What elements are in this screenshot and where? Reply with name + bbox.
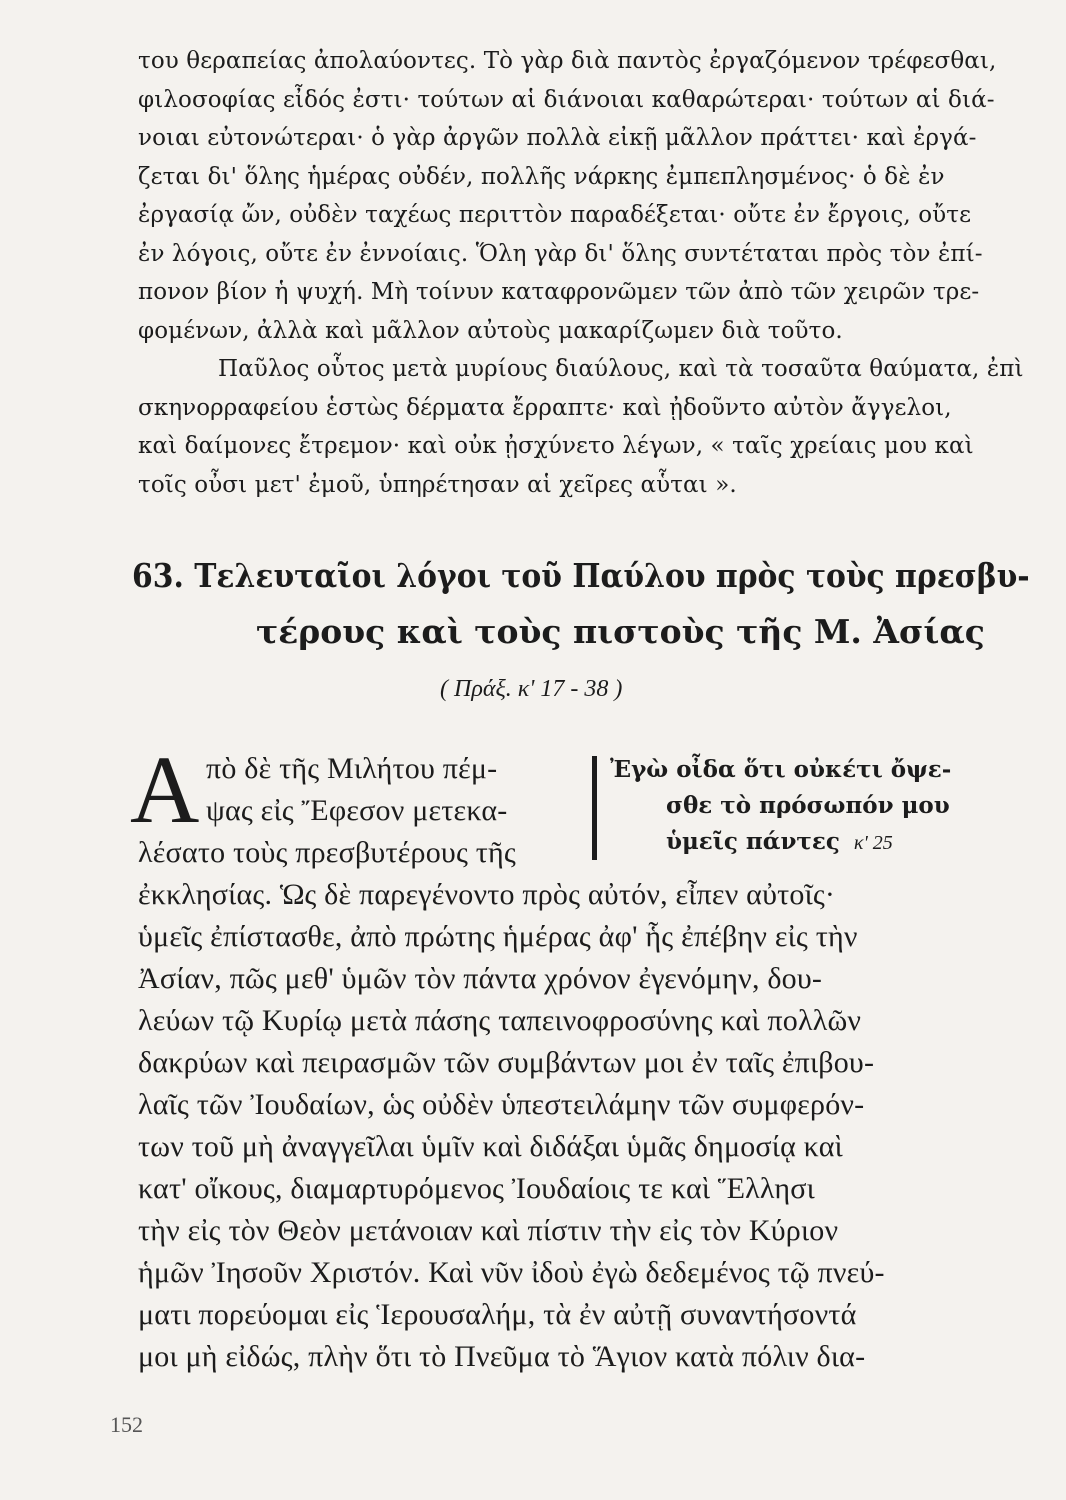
section-heading <box>132 548 1032 660</box>
text-line: ἐκκλησίας. Ὡς δὲ παρεγένοντο πρὸς αὐτόν, εἶπεν αὐτοῖς· <box>138 878 836 911</box>
text-line: ἐργασίᾳ ὤν, οὐδὲν ταχέως περιττὸν παραδέξεται· οὔτε ἐν ἔργοις, οὔτε <box>138 202 972 228</box>
text-line: μοι μὴ εἰδώς, πλὴν ὅτι τὸ Πνεῦμα τὸ Ἅγιον κατὰ πόλιν δια- <box>138 1340 866 1373</box>
page-number: 152 <box>110 1412 143 1437</box>
drop-cap: Α <box>130 736 200 843</box>
text-line: καὶ δαίμονες ἔτρεμον· καὶ οὐκ ᾐσχύνετο λέγων, « ταῖς χρείαις μου καὶ <box>138 433 974 459</box>
text-line: ἡμῶν Ἰησοῦν Χριστόν. Καὶ νῦν ἰδοὺ ἐγὼ δεδεμένος τῷ πνεύ- <box>138 1256 885 1289</box>
text-line: φιλοσοφίας εἶδός ἐστι· τούτων αἱ διάνοιαι καθαρώτεραι· τούτων αἱ διά- <box>138 86 995 113</box>
marginal-note <box>604 752 1024 861</box>
scripture-reference: ( Πράξ. κ' 17 - 38 ) <box>440 676 623 702</box>
text-line: ὑμεῖς ἐπίστασθε, ἀπὸ πρώτης ἡμέρας ἀφ' ἧς ἐπέβην εἰς τὴν <box>138 920 858 953</box>
text-line: του θεραπείας ἀπολαύοντες. Τὸ γὰρ διὰ παντὸς ἐργαζόμενον τρέφεσθαι, <box>138 48 997 74</box>
marginal-rule <box>592 756 597 860</box>
text-line: τὴν εἰς τὸν Θεὸν μετάνοιαν καὶ πίστιν τὴν εἰς τὸν Κύριον <box>138 1214 839 1247</box>
section-heading-line: τέρους καὶ τοὺς πιστοὺς τῆς Μ. Ἀσίας <box>256 612 985 651</box>
text-line: φομένων, ἀλλὰ καὶ μᾶλλον αὐτοὺς μακαρίζωμεν διὰ τοῦτο. <box>138 317 843 344</box>
marginal-note-line: σθε τὸ πρόσωπόν μου <box>666 792 950 819</box>
text-line: πὸ δὲ τῆς Μιλήτου πέμ- <box>206 752 498 785</box>
text-line: κατ' οἴκους, διαμαρτυρόμενος Ἰουδαίοις τε καὶ Ἕλλησι <box>138 1172 815 1205</box>
text-line: λεύων τῷ Κυρίῳ μετὰ πάσης ταπεινοφροσύνης καὶ πολλῶν <box>138 1004 862 1037</box>
text-line: ζεται δι' ὅλης ἡμέρας οὐδέν, πολλῆς νάρκης ἐμπεπλησμένος· ὁ δὲ ἐν <box>138 163 945 190</box>
text-line: ἐν λόγοις, οὔτε ἐν ἐννοίαις. Ὅλη γὰρ δι' ὅλης συντέταται πρὸς τὸν ἐπί- <box>138 240 983 267</box>
text-line: των τοῦ μὴ ἀναγγεῖλαι ὑμῖν καὶ διδάξαι ὑμᾶς δημοσίᾳ καὶ <box>138 1130 843 1163</box>
marginal-note-line: Ἐγὼ οἶδα ὅτι οὐκέτι ὄψε- <box>610 756 952 783</box>
text-line: νοιαι εὐτονώτεραι· ὁ γὰρ ἀργῶν πολλὰ εἰκῇ μᾶλλον πράττει· καὶ ἐργά- <box>138 125 977 151</box>
text-line: ψας εἰς Ἔφεσον μετεκα- <box>206 794 508 827</box>
text-line: σκηνορραφείου ἑστὼς δέρματα ἔρραπτε· καὶ ᾐδοῦντο αὐτὸν ἄγγελοι, <box>138 394 952 421</box>
text-line: λαῖς τῶν Ἰουδαίων, ὡς οὐδὲν ὑπεστειλάμην τῶν συμφερόν- <box>138 1088 865 1121</box>
top-paragraphs <box>138 42 1024 504</box>
text-line: πονον βίον ἡ ψυχή. Μὴ τοίνυν καταφρονῶμεν τῶν ἀπὸ τῶν χειρῶν τρε- <box>138 279 980 305</box>
text-line: Ἀσίαν, πῶς μεθ' ὑμῶν τὸν πάντα χρόνον ἐγενόμην, δου- <box>138 962 823 995</box>
text-line: δακρύων καὶ πειρασμῶν τῶν συμβάντων μοι ἐν ταῖς ἐπιβου- <box>138 1046 875 1079</box>
text-line: τοῖς οὖσι μετ' ἐμοῦ, ὑπηρέτησαν αἱ χεῖρες αὗται ». <box>138 471 737 498</box>
text-line: λέσατο τοὺς πρεσβυτέρους τῆς <box>138 836 516 869</box>
section-heading-line: 63. Τελευταῖοι λόγοι τοῦ Παύλου πρὸς τοὺς πρεσβυ- <box>132 556 1030 595</box>
marginal-note-reference: κ' 25 <box>853 832 893 854</box>
text-line: Παῦλος οὗτος μετὰ μυρίους διαύλους, καὶ τὰ τοσαῦτα θαύματα, ἐπὶ <box>218 356 1024 382</box>
marginal-note-line-with-ref <box>604 824 1024 861</box>
text-line: ματι πορεύομαι εἰς Ἱερουσαλήμ, τὰ ἐν αὐτῇ συναντήσοντά <box>138 1298 857 1331</box>
marginal-note-text: ὑμεῖς πάντες <box>666 828 840 855</box>
